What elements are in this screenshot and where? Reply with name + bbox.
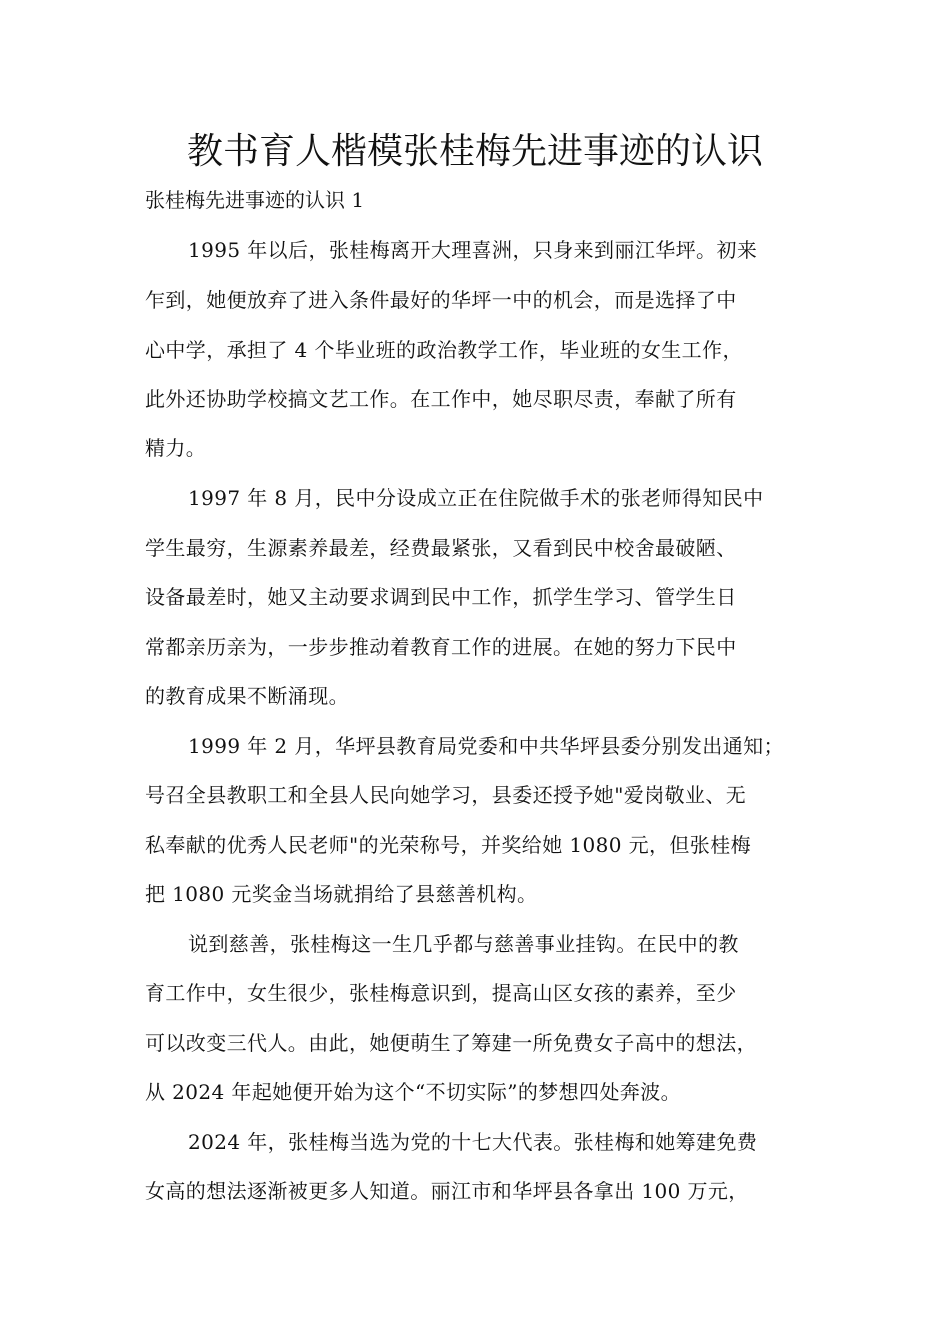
paragraph-line: 从 2024 年起她便开始为这个“不切实际”的梦想四处奔波。 bbox=[145, 1080, 682, 1104]
paragraph-line: 1999 年 2 月，华坪县教育局党委和中共华坪县委分别发出通知； bbox=[188, 734, 784, 758]
paragraph-line: 的教育成果不断涌现。 bbox=[145, 684, 349, 708]
section-subtitle: 张桂梅先进事迹的认识 1 bbox=[145, 188, 365, 212]
paragraph-line: 把 1080 元奖金当场就捐给了县慈善机构。 bbox=[145, 882, 538, 906]
paragraph-line: 2024 年，张桂梅当选为党的十七大代表。张桂梅和她筹建免费 bbox=[188, 1130, 758, 1154]
paragraph-line: 1997 年 8 月，民中分设成立正在住院做手术的张老师得知民中 bbox=[188, 486, 764, 510]
paragraph-line: 号召全县教职工和全县人民向她学习，县委还授予她"爱岗敬业、无 bbox=[145, 783, 747, 807]
paragraph-line: 女高的想法逐渐被更多人知道。丽江市和华坪县各拿出 100 万元， bbox=[145, 1179, 749, 1203]
paragraph-line: 设备最差时，她又主动要求调到民中工作，抓学生学习、管学生日 bbox=[145, 585, 737, 609]
paragraph-line: 私奉献的优秀人民老师"的光荣称号，并奖给她 1080 元，但张桂梅 bbox=[145, 833, 752, 857]
document-title: 教书育人楷模张桂梅先进事迹的认识 bbox=[186, 131, 763, 172]
paragraph-line: 心中学，承担了 4 个毕业班的政治教学工作，毕业班的女生工作， bbox=[145, 338, 743, 362]
paragraph-line: 可以改变三代人。由此，她便萌生了筹建一所免费女子高中的想法， bbox=[145, 1031, 757, 1055]
paragraph-line: 此外还协助学校搞文艺工作。在工作中，她尽职尽责，奉献了所有 bbox=[145, 387, 737, 411]
paragraph-line: 精力。 bbox=[145, 436, 207, 460]
paragraph-line: 乍到，她便放弃了进入条件最好的华坪一中的机会，而是选择了中 bbox=[145, 288, 737, 312]
paragraph-line: 常都亲历亲为，一步步推动着教育工作的进展。在她的努力下民中 bbox=[145, 635, 737, 659]
paragraph-line: 育工作中，女生很少，张桂梅意识到，提高山区女孩的素养，至少 bbox=[145, 981, 737, 1005]
paragraph-line: 1995 年以后，张桂梅离开大理喜洲，只身来到丽江华坪。初来 bbox=[188, 238, 758, 262]
paragraph-line: 学生最穷，生源素养最差，经费最紧张，又看到民中校舍最破陋、 bbox=[145, 536, 737, 560]
paragraph-line: 说到慈善，张桂梅这一生几乎都与慈善事业挂钩。在民中的教 bbox=[188, 932, 739, 956]
